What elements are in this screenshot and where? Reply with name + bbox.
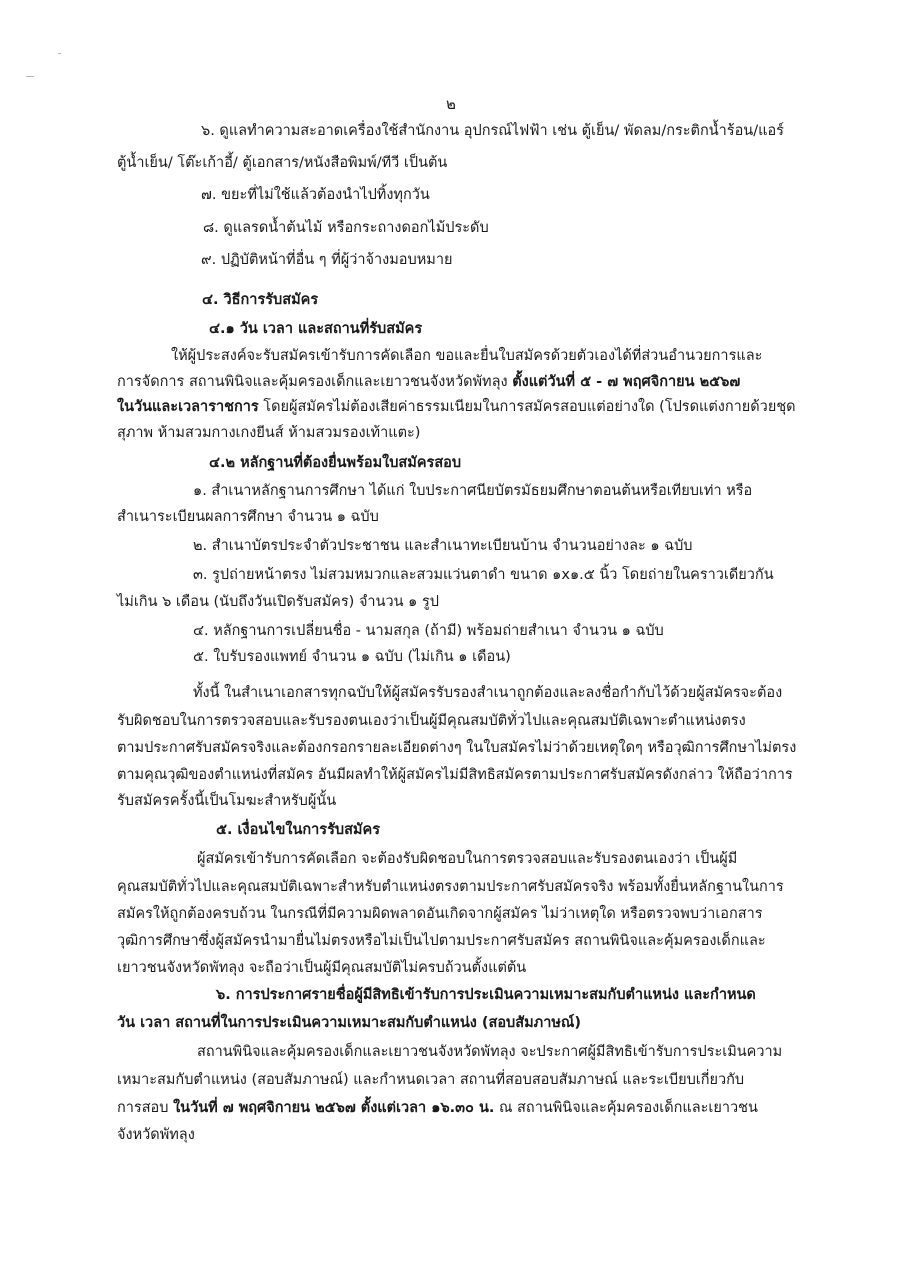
section-6-heading-line1: ๖. การประกาศรายชื่อผู้มีสิทธิเข้ารับการประเมินความเหมาะสมกับตำแหน่ง และกำหนด (216, 987, 756, 1003)
scan-mark (26, 76, 34, 77)
section-6-text-part: ณ สถานพินิจและคุ้มครองเด็กและเยาวชน (499, 1100, 758, 1116)
duty-7: ๗. ขยะที่ไม่ใช้แล้วต้องนำไปทิ้งทุกวัน (201, 187, 430, 203)
duty-6-line1: ๖. ดูแลทำความสะอาดเครื่องใช้สำนักงาน อุปกรณ์ไฟฟ้า เช่น ตู้เย็น/ พัดลม/กระติกน้ำร้อน/แอร์ (201, 123, 784, 139)
document-item-5: ๕. ใบรับรองแพทย์ จำนวน ๑ ฉบับ (ไม่เกิน ๑ เดือน) (193, 649, 511, 665)
note-line: รับผิดชอบในการตรวจสอบและรับรองตนเองว่าเป็นผู้มีคุณสมบัติทั่วไปและคุณสมบัติเฉพาะตำแหน่งตรง (117, 713, 746, 729)
document-item-1-line2: สำเนาระเบียนผลการศึกษา จำนวน ๑ ฉบับ (117, 509, 379, 525)
section-6-text: เหมาะสมกับตำแหน่ง (สอบสัมภาษณ์) และกำหนดเวลา สถานที่สอบสอบสัมภาษณ์ และระเบียบเกี่ยวกับ (117, 1072, 745, 1088)
section-6-heading-line2: วัน เวลา สถานที่ในการประเมินความเหมาะสมกับตำแหน่ง (สอบสัมภาษณ์) (117, 1015, 581, 1031)
document-item-3-line1: ๓. รูปถ่ายหน้าตรง ไม่สวมหมวกและสวมแว่นตาดำ ขนาด ๑x๑.๕ นิ้ว โดยถ่ายในคราวเดียวกัน (193, 567, 774, 583)
duty-6-line2: ตู้น้ำเย็น/ โต๊ะเก้าอี้/ ตู้เอกสาร/หนังสือพิมพ์/ทีวี เป็นต้น (117, 155, 448, 171)
document-item-2: ๒. สำเนาบัตรประจำตัวประชาชน และสำเนาทะเบียนบ้าน จำนวนอย่างละ ๑ ฉบับ (193, 538, 693, 554)
section-4-1-text (117, 397, 796, 417)
document-item-4: ๔. หลักฐานการเปลี่ยนชื่อ - นามสกุล (ถ้ามี) พร้อมถ่ายสำเนา จำนวน ๑ ฉบับ (193, 623, 664, 639)
note-line: รับสมัครครั้งนี้เป็นโมฆะสำหรับผู้นั้น (117, 793, 337, 809)
note-line: ตามคุณวุฒิของตำแหน่งที่สมัคร อันมีผลทำให้ผู้สมัครไม่มีสิทธิสมัครตามประกาศรับสมัครดังกล่าว ให้ถือว่าการ (117, 767, 793, 783)
note-line: ตามประกาศรับสมัครจริงและต้องกรอกรายละเอียดต่างๆ ในใบสมัครไม่ว่าด้วยเหตุใดๆ หรือวุฒิการศึกษาไม่ตรง (117, 740, 797, 756)
document-item-3-line2: ไม่เกิน ๖ เดือน (นับถึงวันเปิดรับสมัคร) จำนวน ๑ รูป (117, 594, 439, 610)
section-4-heading: ๔. วิธีการรับสมัคร (202, 292, 319, 308)
scan-mark (58, 53, 61, 54)
announcement-date: ในวันที่ ๗ พฤศจิกายน ๒๕๖๗ ตั้งแต่เวลา ๑๖.๓๐ น. (173, 1100, 495, 1116)
page-number: ๒ (446, 95, 456, 113)
section-4-2-heading: ๔.๒ หลักฐานที่ต้องยื่นพร้อมใบสมัครสอบ (209, 455, 462, 471)
note-line: ทั้งนี้ ในสำเนาเอกสารทุกฉบับให้ผู้สมัครรับรองสำเนาถูกต้องและลงชื่อกำกับไว้ด้วยผู้สมัครจะต้อง (193, 685, 783, 701)
section-5-text: สมัครให้ถูกต้องครบถ้วน ในกรณีที่มีความผิดพลาดอันเกิดจากผู้สมัคร ไม่ว่าเหตุใด หรือตรวจพบว่าเอกสาร (117, 906, 763, 922)
application-hours: ในวันและเวลาราชการ (117, 399, 259, 415)
section-5-text: วุฒิการศึกษาซึ่งผู้สมัครนำมายื่นไม่ตรงหรือไม่เป็นไปตามประกาศรับสมัคร สถานพินิจและคุ้มครองเด็กและ (117, 933, 766, 949)
duty-8: ๘. ดูแลรดน้ำต้นไม้ หรือกระถางดอกไม้ประดับ (203, 220, 489, 236)
section-6-text-part: การสอบ (117, 1100, 169, 1116)
section-4-1-text: สุภาพ ห้ามสวมกางเกงยีนส์ ห้ามสวมรองเท้าแตะ) (117, 425, 421, 441)
document-item-1-line1: ๑. สำเนาหลักฐานการศึกษา ได้แก่ ใบประกาศนียบัตรมัธยมศึกษาตอนต้นหรือเทียบเท่า หรือ (193, 483, 753, 499)
section-4-1-text: ให้ผู้ประสงค์จะรับสมัครเข้ารับการคัดเลือก ขอและยื่นใบสมัครด้วยตัวเองได้ที่ส่วนอำนวยการและ (171, 348, 763, 364)
section-6-text: จังหวัดพัทลุง (117, 1127, 195, 1143)
duty-9: ๙. ปฏิบัติหน้าที่อื่น ๆ ที่ผู้ว่าจ้างมอบหมาย (201, 252, 453, 268)
section-5-text: เยาวชนจังหวัดพัทลุง จะถือว่าเป็นผู้มีคุณสมบัติไม่ครบถ้วนตั้งแต่ต้น (117, 960, 527, 976)
section-5-heading: ๕. เงื่อนไขในการรับสมัคร (216, 822, 380, 838)
section-4-1-heading: ๔.๑ วัน เวลา และสถานที่รับสมัคร (209, 321, 423, 337)
section-4-1-text-part: การจัดการ สถานพินิจและคุ้มครองเด็กและเยาวชนจังหวัดพัทลุง (117, 374, 508, 390)
section-4-1-text (117, 372, 740, 392)
section-6-text: สถานพินิจและคุ้มครองเด็กและเยาวชนจังหวัดพัทลุง จะประกาศผู้มีสิทธิเข้ารับการประเมินความ (197, 1044, 783, 1060)
section-5-text: ผู้สมัครเข้ารับการคัดเลือก จะต้องรับผิดชอบในการตรวจสอบและรับรองตนเองว่า เป็นผู้มี (197, 851, 738, 867)
application-dates: ตั้งแต่วันที่ ๕ - ๗ พฤศจิกายน ๒๕๖๗ (512, 374, 741, 390)
section-4-1-text-part: โดยผู้สมัครไม่ต้องเสียค่าธรรมเนียมในการสมัครสอบแต่อย่างใด (โปรดแต่งกายด้วยชุด (263, 399, 796, 415)
section-6-text (117, 1098, 758, 1118)
section-5-text: คุณสมบัติทั่วไปและคุณสมบัติเฉพาะสำหรับตำแหน่งตรงตามประกาศรับสมัครจริง พร้อมทั้งยื่นหลักฐานในการ (117, 879, 784, 895)
